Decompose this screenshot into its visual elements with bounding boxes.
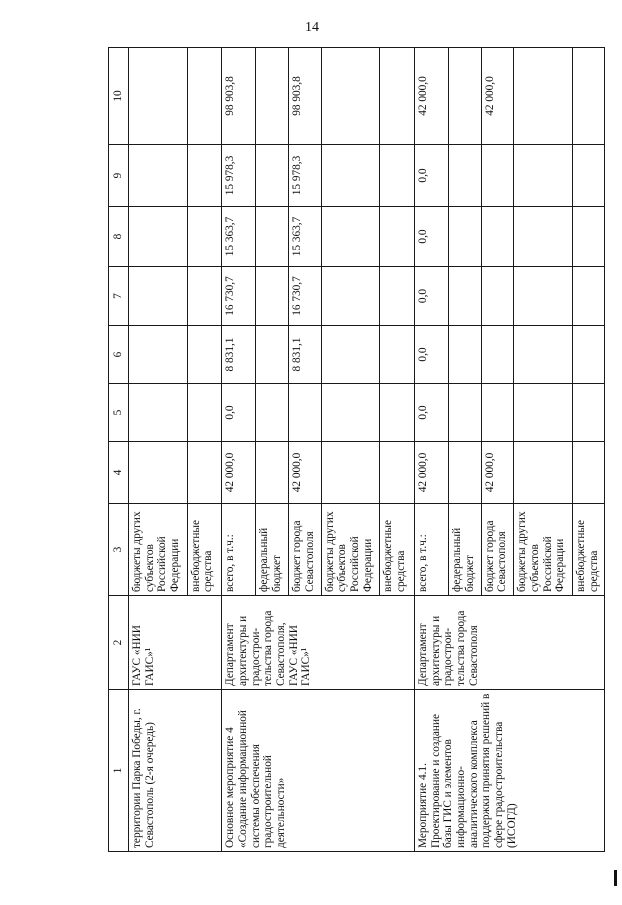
funding-source-cell: федеральный бюджет	[256, 504, 289, 596]
value-cell	[514, 326, 573, 384]
value-cell	[321, 145, 380, 207]
value-cell: 98 903,8	[222, 48, 256, 145]
funding-source-cell: бюджет города Севастополя	[481, 504, 514, 596]
header-cell: 9	[109, 145, 129, 207]
value-cell	[129, 326, 188, 384]
value-cell	[321, 48, 380, 145]
value-cell	[129, 442, 188, 504]
value-cell	[187, 145, 222, 207]
value-cell	[514, 48, 573, 145]
budget-table-wrapper	[108, 48, 605, 852]
value-cell	[256, 48, 289, 145]
value-cell	[572, 442, 604, 504]
activity-name-cell: Основное мероприятие 4 «Создание информационной системы обеспечения градостроительной деятельности»	[222, 690, 415, 852]
value-cell: 42 000,0	[481, 48, 514, 145]
value-cell: 15 978,3	[222, 145, 256, 207]
value-cell	[256, 326, 289, 384]
value-cell: 0,0	[415, 207, 449, 267]
value-cell	[256, 442, 289, 504]
activity-name-cell: территории Парка Победы, г. Севастополь (2-я очередь)	[129, 690, 222, 852]
value-cell	[481, 267, 514, 326]
value-cell: 0,0	[415, 267, 449, 326]
value-cell	[448, 326, 481, 384]
value-cell	[288, 384, 321, 442]
funding-source-cell: бюджет города Севастополя	[288, 504, 321, 596]
value-cell	[321, 326, 380, 384]
value-cell	[572, 326, 604, 384]
value-cell	[481, 207, 514, 267]
value-cell	[187, 384, 222, 442]
funding-source-cell: всего, в т.ч.:	[415, 504, 449, 596]
value-cell	[380, 207, 415, 267]
budget-table	[108, 47, 605, 852]
value-cell	[380, 384, 415, 442]
value-cell	[129, 207, 188, 267]
value-cell	[256, 267, 289, 326]
value-cell	[572, 48, 604, 145]
value-cell	[380, 48, 415, 145]
value-cell	[481, 145, 514, 207]
funding-source-cell: бюджеты других субъектов Российской Федерации	[129, 504, 188, 596]
header-cell: 7	[109, 267, 129, 326]
executor-cell: ГАУС «НИИ ГАИС»¹	[129, 596, 222, 690]
header-cell: 5	[109, 384, 129, 442]
value-cell	[380, 267, 415, 326]
rotated-table-container	[108, 48, 605, 852]
value-cell	[448, 442, 481, 504]
value-cell	[187, 326, 222, 384]
funding-source-cell: бюджеты других субъектов Российской Федерации	[514, 504, 573, 596]
value-cell	[380, 442, 415, 504]
value-cell: 16 730,7	[222, 267, 256, 326]
value-cell: 42 000,0	[288, 442, 321, 504]
value-cell: 42 000,0	[415, 442, 449, 504]
value-cell	[321, 384, 380, 442]
scan-edge-mark	[614, 870, 617, 886]
value-cell	[187, 48, 222, 145]
value-cell: 16 730,7	[288, 267, 321, 326]
value-cell	[514, 145, 573, 207]
header-cell: 2	[109, 596, 129, 690]
funding-source-cell: бюджеты других субъектов Российской Федерации	[321, 504, 380, 596]
table-row	[222, 48, 256, 852]
table-row	[415, 48, 449, 852]
value-cell: 8 831,1	[288, 326, 321, 384]
value-cell	[572, 207, 604, 267]
value-cell: 42 000,0	[481, 442, 514, 504]
value-cell	[256, 207, 289, 267]
value-cell	[129, 384, 188, 442]
value-cell: 15 363,7	[222, 207, 256, 267]
value-cell	[448, 207, 481, 267]
value-cell	[321, 207, 380, 267]
value-cell	[321, 267, 380, 326]
header-cell: 1	[109, 690, 129, 852]
value-cell	[187, 442, 222, 504]
activity-name-cell: Мероприятие 4.1. Проектирование и создание базы ГИС и элементов информационно-аналитического комплекса поддержки принятия решений в сфере градостроительства (ИСОГД)	[415, 690, 605, 852]
header-cell: 6	[109, 326, 129, 384]
value-cell: 0,0	[415, 384, 449, 442]
funding-source-cell: федеральный бюджет	[448, 504, 481, 596]
value-cell	[448, 384, 481, 442]
header-cell: 8	[109, 207, 129, 267]
funding-source-cell: внебюджетные средства	[187, 504, 222, 596]
executor-cell: Департамент архитектуры и градострои-тельства города Севастополя	[415, 596, 605, 690]
value-cell	[514, 384, 573, 442]
value-cell: 98 903,8	[288, 48, 321, 145]
value-cell: 42 000,0	[222, 442, 256, 504]
header-cell: 4	[109, 442, 129, 504]
value-cell	[187, 267, 222, 326]
value-cell	[448, 145, 481, 207]
funding-source-cell: всего, в т.ч.:	[222, 504, 256, 596]
value-cell	[380, 326, 415, 384]
value-cell	[514, 442, 573, 504]
value-cell: 15 978,3	[288, 145, 321, 207]
value-cell	[187, 207, 222, 267]
value-cell	[256, 145, 289, 207]
funding-source-cell: внебюджетные средства	[572, 504, 604, 596]
funding-source-cell: внебюджетные средства	[380, 504, 415, 596]
value-cell: 0,0	[415, 145, 449, 207]
value-cell	[572, 267, 604, 326]
value-cell	[448, 267, 481, 326]
value-cell	[448, 48, 481, 145]
executor-cell: Департамент архитектуры и градострои-тельства города Севастополя, ГАУС «НИИ ГАИС»¹	[222, 596, 415, 690]
value-cell	[256, 384, 289, 442]
table-row	[129, 48, 188, 852]
value-cell	[572, 384, 604, 442]
value-cell: 0,0	[222, 384, 256, 442]
value-cell	[129, 267, 188, 326]
value-cell	[481, 384, 514, 442]
header-cell: 3	[109, 504, 129, 596]
value-cell	[514, 207, 573, 267]
value-cell	[321, 442, 380, 504]
value-cell	[380, 145, 415, 207]
page-number: 14	[305, 20, 319, 35]
value-cell	[481, 326, 514, 384]
value-cell	[129, 48, 188, 145]
table-header-row	[109, 48, 129, 852]
value-cell	[129, 145, 188, 207]
value-cell	[572, 145, 604, 207]
value-cell: 8 831,1	[222, 326, 256, 384]
value-cell	[514, 267, 573, 326]
header-cell: 10	[109, 48, 129, 145]
value-cell: 42 000,0	[415, 48, 449, 145]
value-cell: 0,0	[415, 326, 449, 384]
value-cell: 15 363,7	[288, 207, 321, 267]
